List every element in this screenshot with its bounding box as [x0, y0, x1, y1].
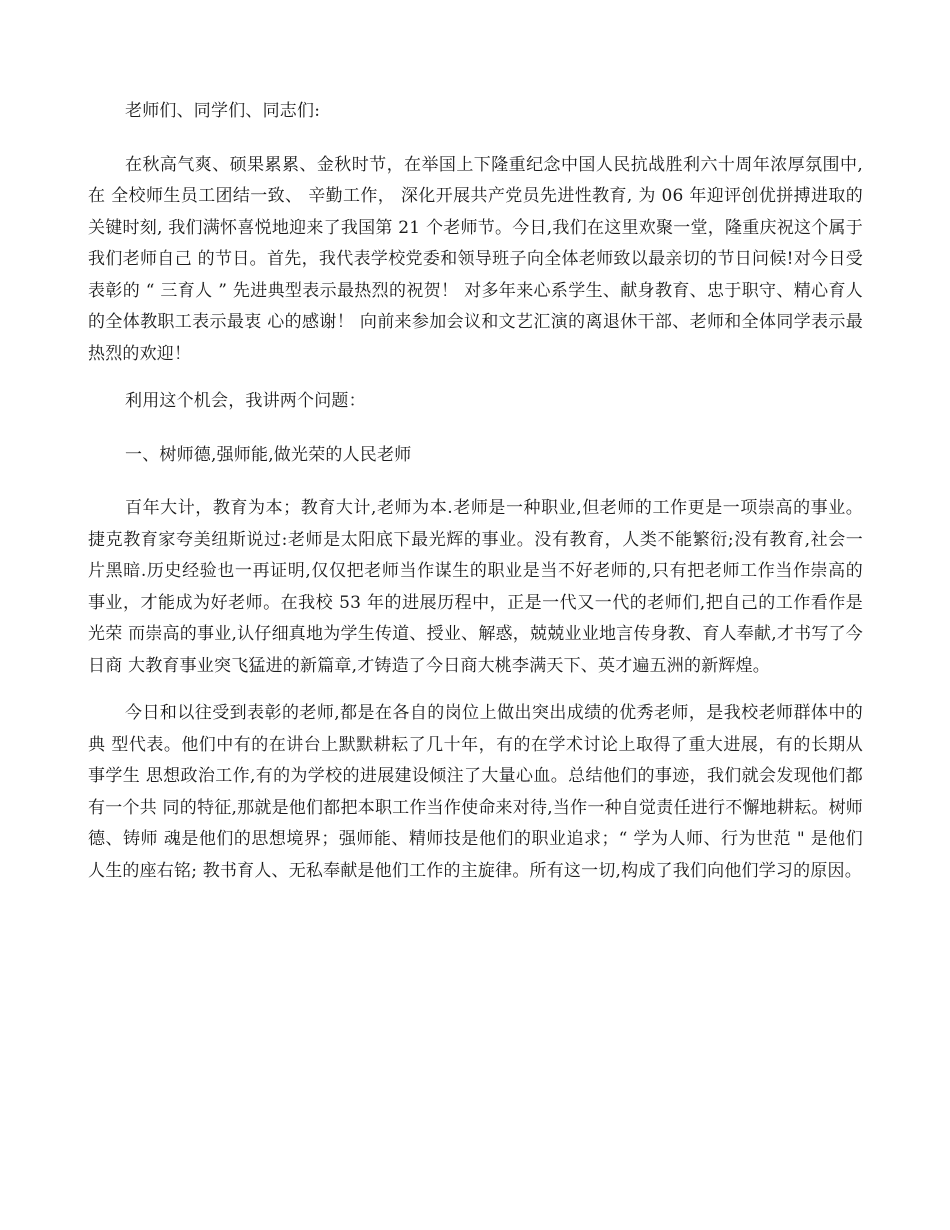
intro-line: 利用这个机会，我讲两个问题：	[125, 391, 366, 411]
paragraph-honored-teachers: 今日和以往受到表彰的老师,都是在各自的岗位上做出突出成绩的优秀老师，是我校老师群体中的典 型代表。他们中有的在讲台上默默耕耘了几十年，有的在学术讨论上取得了重大进展，有的长期从事学生 思想政治工作,有的为学校的进展建设倾注了大量心血。总结他们的事迹，我们就会发现他们都有一个共 同的特征,那就是他们都把本职工作当作使命来对待,当作一种自觉责任进行不懈地耕耘。树师德、铸师 魂是他们的思想境界；强师能、精师技是他们的职业追求；“ 学为人师、行为世范 " 是他们人生的座右铭; 教书育人、无私奉献是他们工作的主旋律。所有这一切,构成了我们向他们学习的原因。	[88, 703, 863, 881]
paragraph-opening: 在秋高气爽、硕果累累、金秋时节，在举国上下隆重纪念中国人民抗战胜利六十周年浓厚氛围中,在 全校师生员工团结一致、 辛勤工作， 深化开展共产党员先进性教育, 为 06 年迎评创优拼搏进取的关键时刻, 我们满怀喜悦地迎来了我国第 21 个老师节。今日,我们在这里欢聚一堂，隆重庆祝这个属于我们老师自己 的节日。首先，我代表学校党委和领导班子向全体老师致以最亲切的节日问候!对今日受表彰的 “ 三育人 ” 先进典型表示最热烈的祝贺！ 对多年来心系学生、献身教育、忠于职守、精心育人的全体教职工表示最衷 心的感谢！ 向前来参加会议和文艺汇演的离退休干部、老师和全体同学表示最热烈的欢迎！	[88, 154, 863, 364]
section-heading: 一、树师德,强师能,做光荣的人民老师	[125, 444, 412, 465]
salutation: 老师们、同学们、同志们:	[125, 101, 321, 121]
paragraph-education: 百年大计，教育为本；教育大计,老师为本.老师是一种职业,但老师的工作更是一项崇高的事业。 捷克教育家夸美纽斯说过:老师是太阳底下最光辉的事业。没有教育，人类不能繁衍;没有教育,社会一 片黑暗.历史经验也一再证明,仅仅把老师当作谋生的职业是当不好老师的,只有把老师工作当作崇高的 事业，才能成为好老师。在我校 53 年的进展历程中，正是一代又一代的老师们,把自己的工作看作是光荣 而崇高的事业,认仔细真地为学生传道、授业、解惑，兢兢业业地言传身教、育人奉献,才书写了今日商 大教育事业突飞猛进的新篇章,才铸造了今日商大桃李满天下、英才遍五洲的新辉煌。	[88, 498, 863, 676]
document-body	[88, 96, 863, 903]
